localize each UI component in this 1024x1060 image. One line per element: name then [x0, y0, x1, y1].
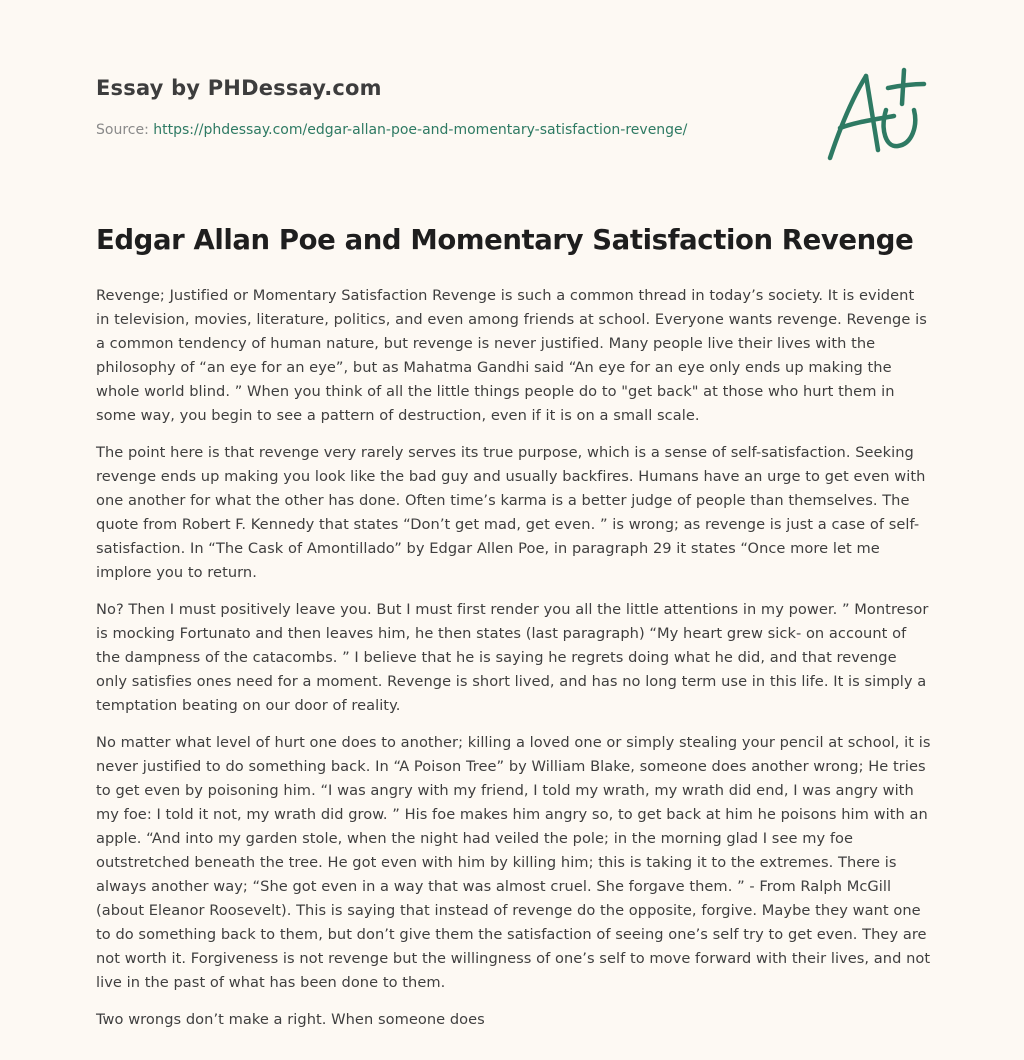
source-label: Source: — [96, 122, 154, 138]
essay-paragraph: No matter what level of hurt one does to another; killing a loved one or simply stealing your pencil at school, it is never justified to do something back. In “A Poison Tree” by William Blake, someone does another wrong; He tries to get even by poisoning him. “I was angry with my friend, I told my wrath, my wrath did end, I was angry with my foe: I told it not, my wrath did grow. ” His foe makes him angry so, to get back at him he poisons him with an apple. “And into my garden stole, when the night had veiled the pole; in the morning glad I see my foe outstretched beneath the tree. He got even with him by killing him; this is taking it to the extremes. There is always another way; “She got even in a way that was almost cruel. She forgave them. ” - From Ralph McGill (about Eleanor Roosevelt). This is saying that instead of revenge do the opposite, forgive. Maybe they want one to do something back to them, but don’t give them the satisfaction of seeing one’s self try to get even. They are not worth it. Forgiveness is not revenge but the willingness of one’s self to move forward with their lives, and not live in the past of what has been done to them. — [96, 734, 931, 991]
site-title: Essay by PHDessay.com — [96, 76, 382, 100]
essay-paragraph: Revenge; Justified or Momentary Satisfaction Revenge is such a common thread in today’s society. It is evident in television, movies, literature, politics, and even among friends at school. Everyone wants revenge. Revenge is a common tendency of human nature, but revenge is never justified. Many people live their lives with the philosophy of “an eye for an eye”, but as Mahatma Gandhi said “An eye for an eye only ends up making the whole world blind. ” When you think of all the little things people do to "get back" at those who hurt them in some way, you begin to see a pattern of destruction, even if it is on a small scale. — [96, 287, 927, 424]
source-line — [96, 122, 796, 138]
essay-paragraph: The point here is that revenge very rarely serves its true purpose, which is a sense of self-satisfaction. Seeking revenge ends up making you look like the bad guy and usually backfires. Humans have an urge to get even with one another for what the other has done. Often time’s karma is a better judge of people than themselves. The quote from Robert F. Kennedy that states “Don’t get mad, get even. ” is wrong; as revenge is just a case of self-satisfaction. In “The Cask of Amontillado” by Edgar Allen Poe, in paragraph 29 it states “Once more let me implore you to return. — [96, 444, 926, 581]
a-plus-logo-icon — [820, 64, 930, 168]
essay-title: Edgar Allan Poe and Momentary Satisfaction Revenge — [96, 224, 914, 256]
essay-body — [96, 284, 932, 1045]
essay-paragraph: No? Then I must positively leave you. But I must first render you all the little attentions in my power. ” Montresor is mocking Fortunato and then leaves him, he then states (last paragraph) “My heart grew sick- on account of the dampness of the catacombs. ” I believe that he is saying he regrets doing what he did, and that revenge only satisfies ones need for a moment. Revenge is short lived, and has no long term use in this life. It is simply a temptation beating on our door of reality. — [96, 601, 929, 714]
essay-header — [96, 76, 796, 138]
source-link[interactable]: https://phdessay.com/edgar-allan-poe-and-momentary-satisfaction-revenge/ — [153, 122, 688, 138]
essay-paragraph: Two wrongs don’t make a right. When someone does — [96, 1011, 485, 1028]
